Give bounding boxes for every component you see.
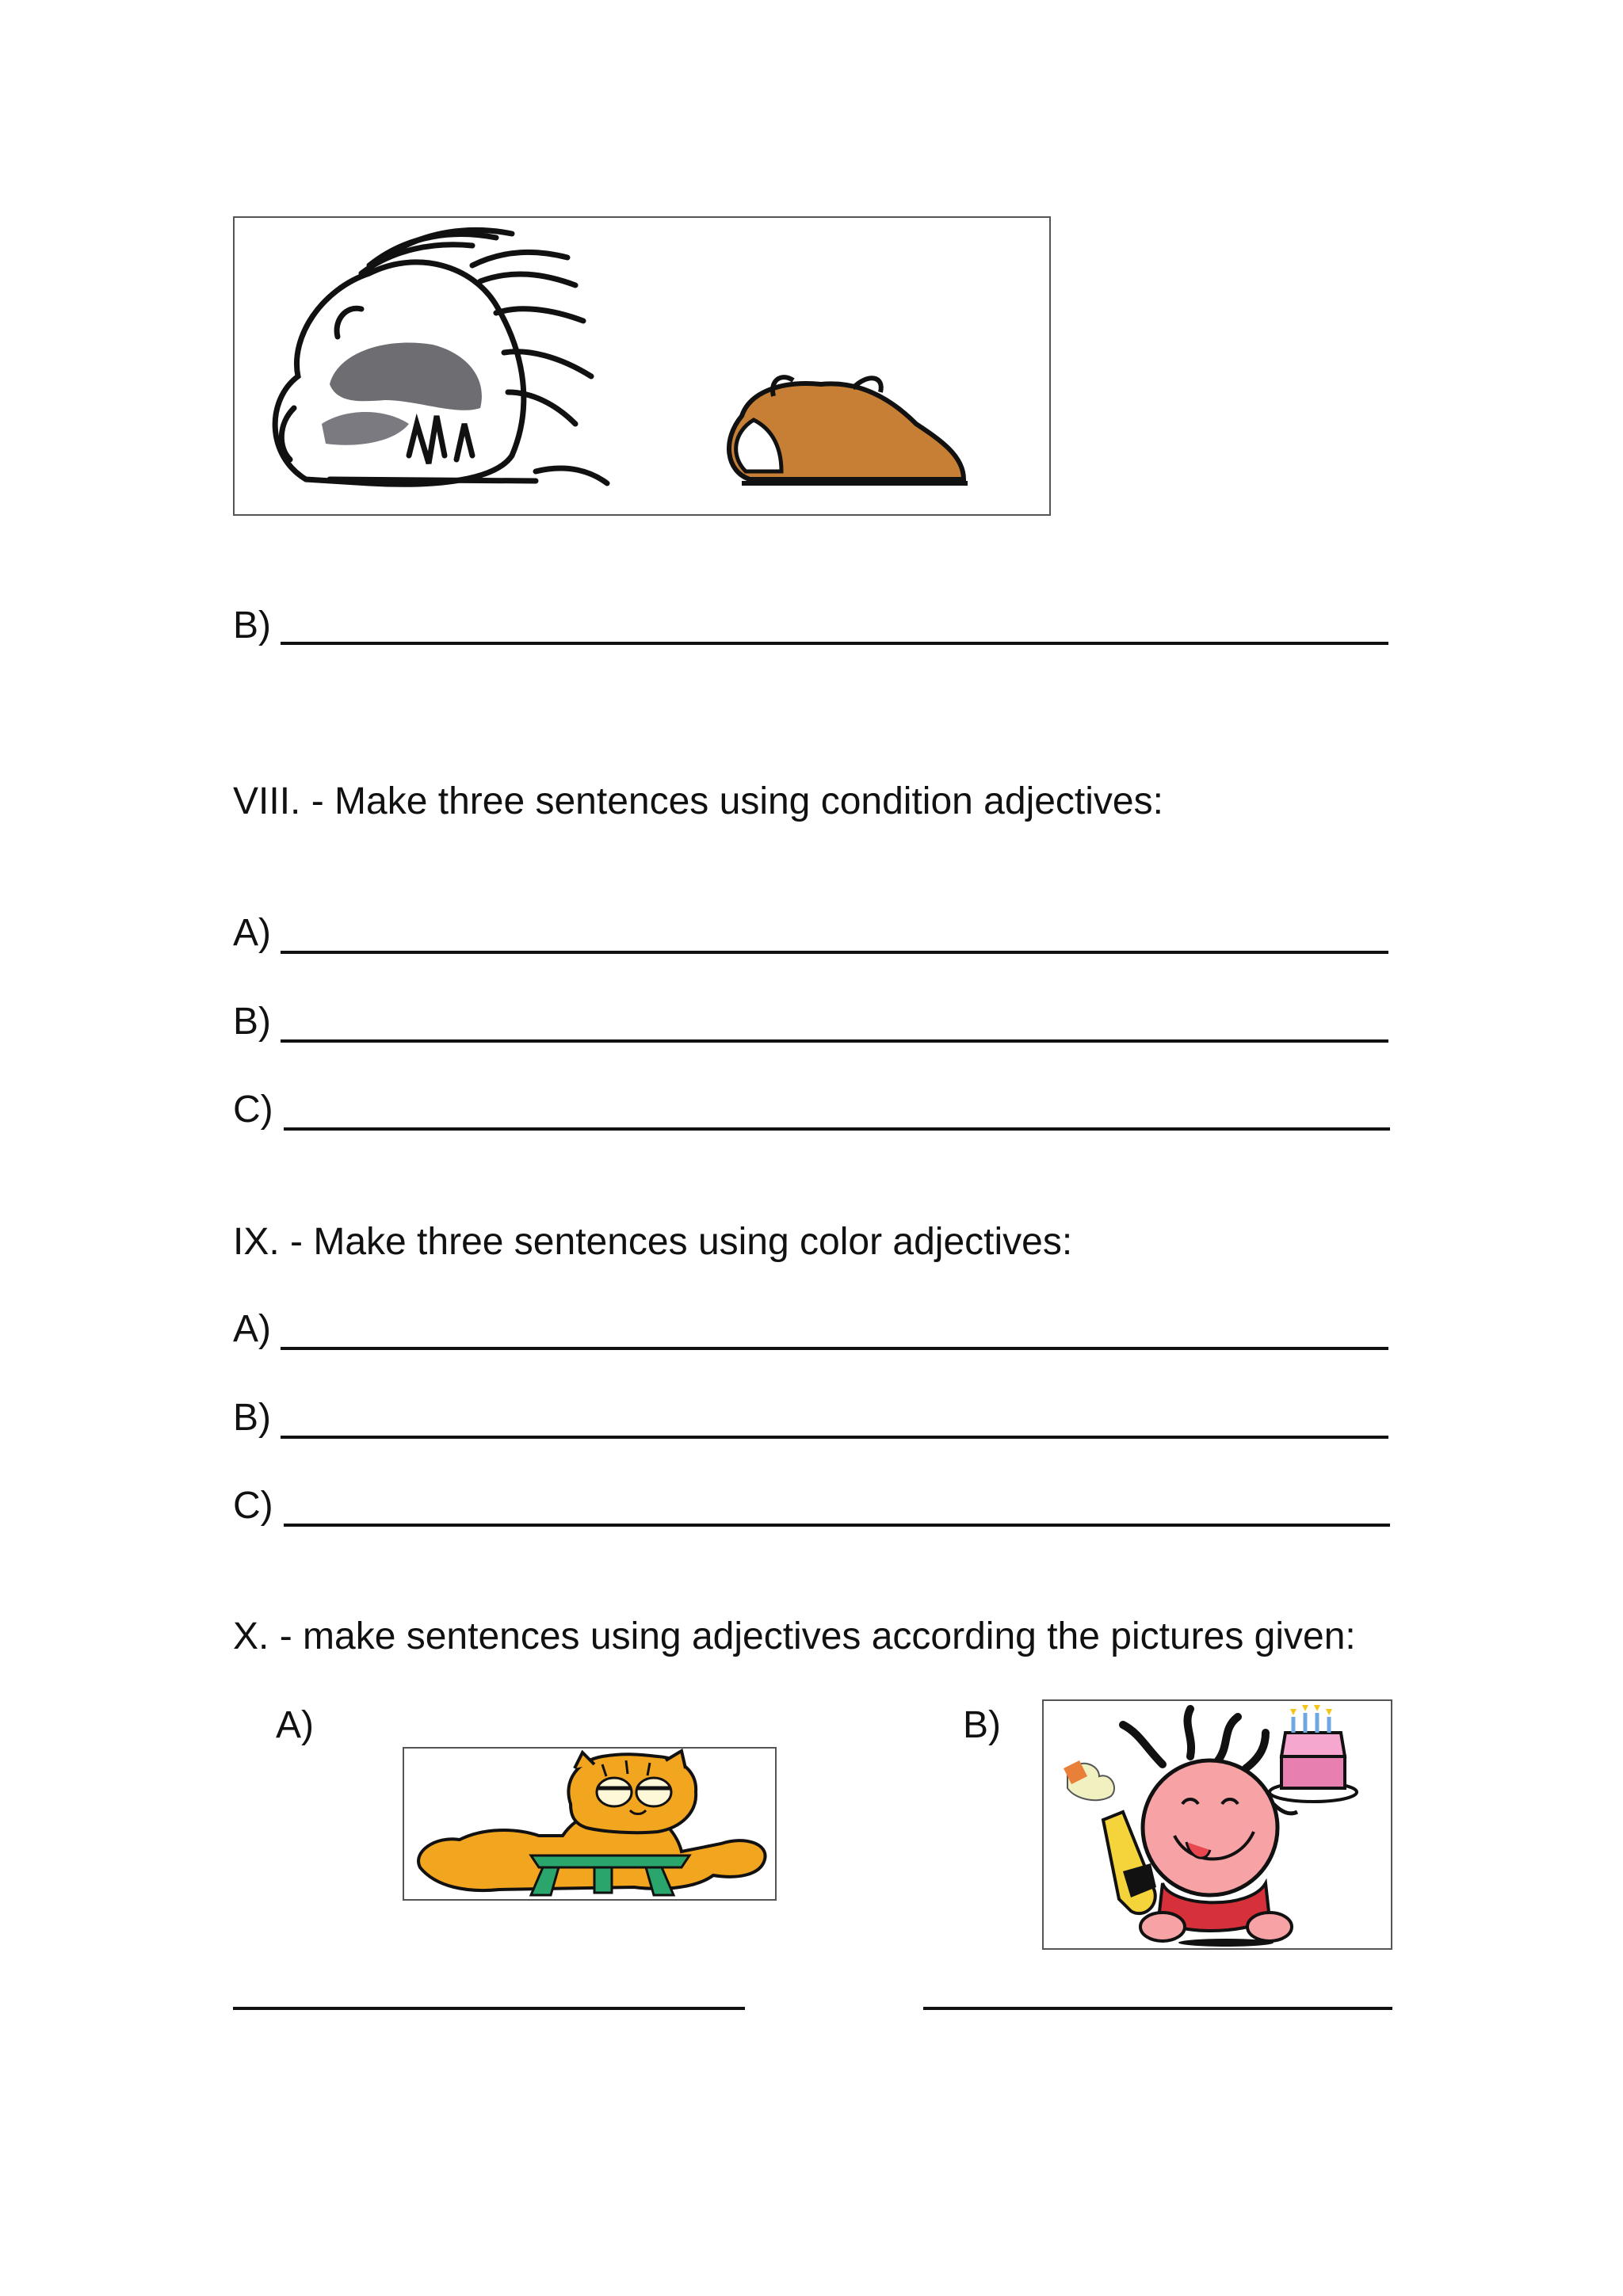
section-ix-label-c: C) <box>233 1485 273 1527</box>
section-ix-answer-line-b[interactable] <box>281 1436 1388 1439</box>
section-viii-answer-line-b[interactable] <box>281 1039 1388 1043</box>
picture-label-b: B) <box>963 1704 1001 1746</box>
section-ix-answer-line-a[interactable] <box>281 1347 1388 1350</box>
picture-b-answer-line[interactable] <box>923 2007 1392 2010</box>
section-viii-label-c: C) <box>233 1089 273 1131</box>
cat-on-stool-illustration-icon <box>404 1749 775 1899</box>
picture-b <box>1042 1699 1392 1950</box>
section-viii-answer-line-a[interactable] <box>281 951 1388 954</box>
picture-a-answer-line[interactable] <box>233 2007 745 2010</box>
section-ix-heading: IX. - Make three sentences using color adjectives: <box>233 1221 1073 1263</box>
section-viii-answer-line-c[interactable] <box>284 1127 1390 1131</box>
section-ix-answer-line-c[interactable] <box>284 1524 1390 1527</box>
answer-label-b: B) <box>233 605 271 646</box>
section-viii-label-b: B) <box>233 1001 271 1043</box>
section-viii-heading: VIII. - Make three sentences using condition adjectives: <box>233 780 1163 822</box>
section-x-heading: X. - make sentences using adjectives according the pictures given: <box>233 1615 1356 1657</box>
picture-a <box>403 1747 777 1901</box>
guinea-pigs-illustration-icon <box>235 218 1049 514</box>
section-ix-label-a: A) <box>233 1308 271 1350</box>
guinea-pigs-picture <box>233 216 1051 516</box>
birthday-baby-illustration-icon <box>1044 1701 1391 1948</box>
answer-line[interactable] <box>281 642 1388 645</box>
picture-label-a: A) <box>276 1704 314 1746</box>
section-ix-label-b: B) <box>233 1397 271 1439</box>
section-viii-label-a: A) <box>233 912 271 954</box>
